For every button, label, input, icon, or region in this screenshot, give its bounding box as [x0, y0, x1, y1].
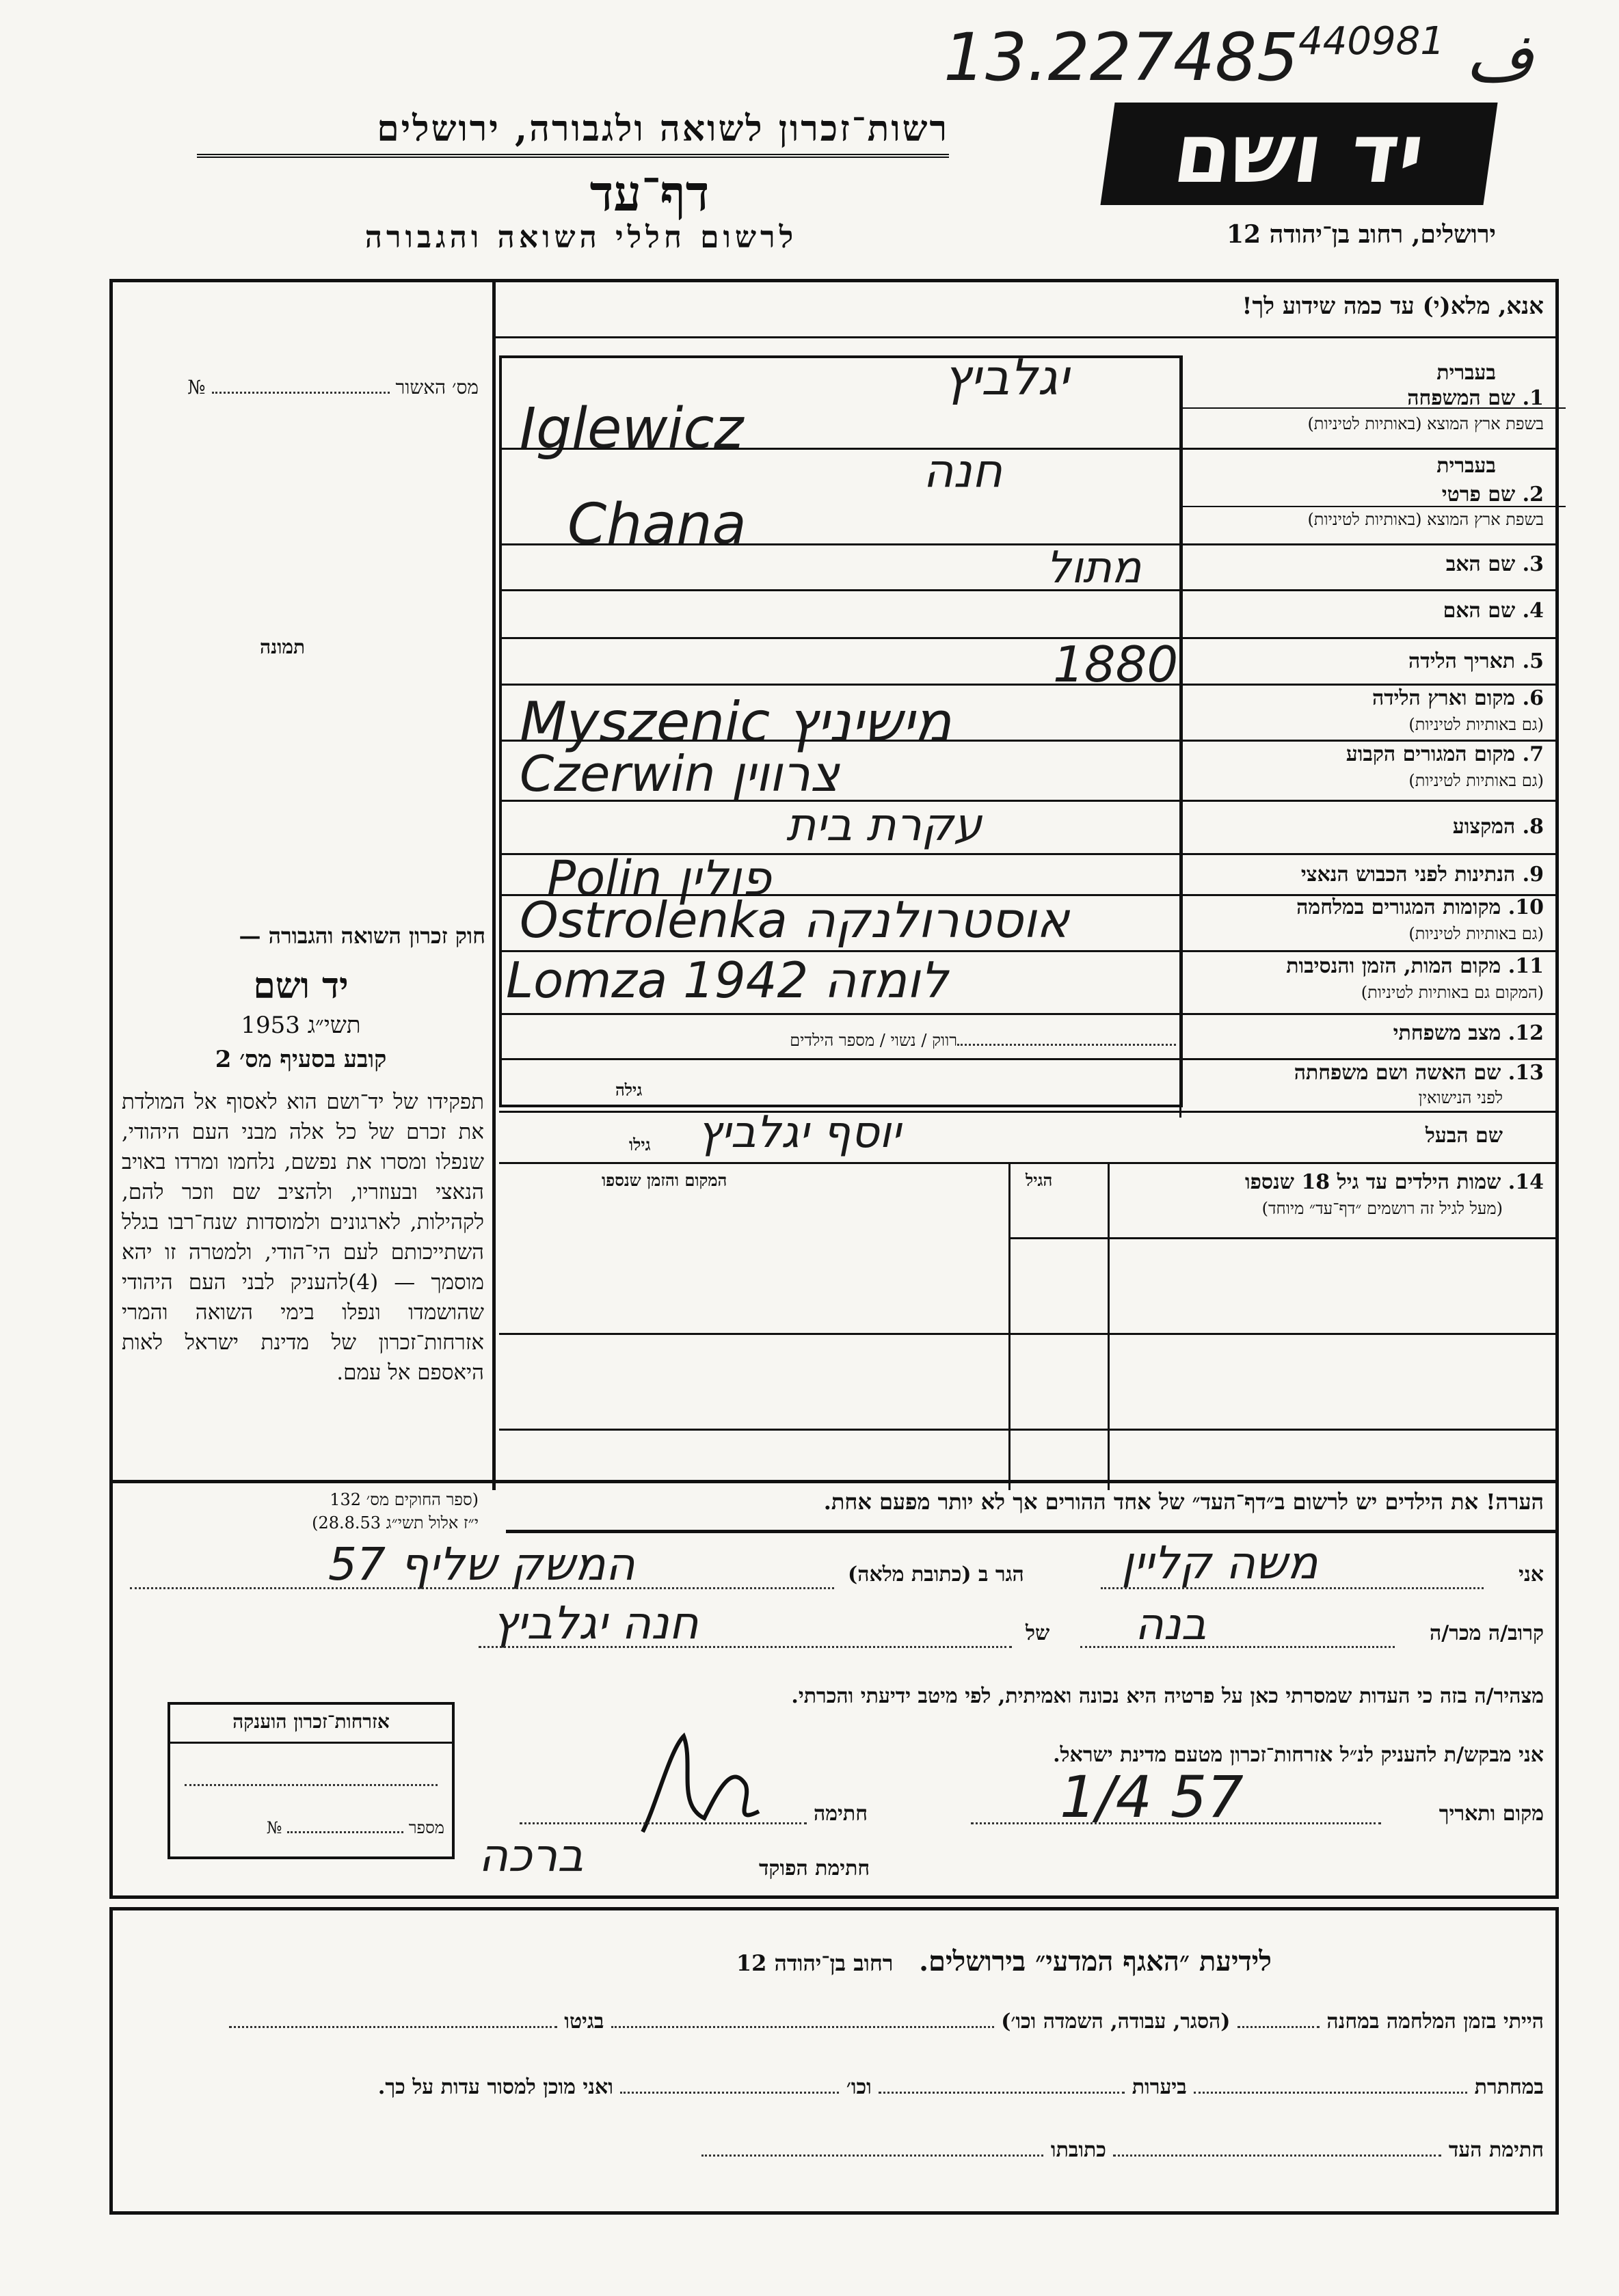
field-4-num: 4. [1522, 599, 1544, 623]
children-header-rule [1008, 1237, 1559, 1239]
footer-line2-ready: ואני מוכן למסור עדות על כך. [377, 2075, 613, 2099]
field-1-text: שם המשפחה [1407, 386, 1516, 410]
declarant-statement-2: אני מבקש/ת להעניק לנ״ל אזרחות־זכרון מטעם מדינת ישראל. [1053, 1743, 1544, 1767]
declarant-relation-line [1080, 1646, 1395, 1648]
field-10-value: Ostrolenka אוסטרולנקה [520, 891, 1069, 949]
logo-text: יד ושם [1168, 106, 1430, 202]
law-title: חוק זכרון השואה והגבורה — [123, 923, 485, 949]
field-2-value-he: חנה [923, 444, 1003, 498]
law-year: תשי״ג 1953 [241, 1012, 361, 1039]
children-row-rule-1 [499, 1333, 1559, 1335]
archive-number-main: 13.ف 227485 [944, 19, 1534, 96]
field-12-rule [499, 1058, 1559, 1060]
footer-line1-camp: הייתי בזמן המלחמה במחנה [1326, 2010, 1544, 2034]
field-11-rule [499, 1013, 1559, 1015]
field-13-num: 13. [1508, 1061, 1544, 1085]
field-4-text: שם האם [1443, 599, 1516, 623]
field-7-num: 7. [1522, 742, 1544, 766]
law-ref-2: י״ז אלול תשי״ג 28.8.53) [312, 1513, 479, 1532]
field-5-text: תאריך הלידה [1408, 649, 1516, 673]
declarant-relation: בנה [1135, 1599, 1207, 1650]
declarant-of-value: חנה יגלביץ [492, 1597, 699, 1649]
place-date-value: 1/4 57 [1060, 1764, 1244, 1831]
field-12-hint-text: רווק / נשוי / מספר הילדים [790, 1031, 957, 1050]
form-subtitle: לרשום חללי השואה והגבורה [364, 220, 798, 255]
archive-number [944, 19, 1534, 96]
field-5-num: 5. [1522, 649, 1544, 673]
notice-divider [492, 336, 1557, 338]
footer-line-1 [142, 2010, 1544, 2034]
field-12-label [1393, 1021, 1544, 1045]
field-5-value: 1880 [1053, 636, 1179, 693]
field-3-value: מתול [1046, 543, 1142, 593]
field-1-rule [499, 448, 1559, 450]
photo-label: תמונה [260, 636, 306, 658]
field-9-label [1301, 863, 1544, 887]
field-1-sub: בשפת ארץ המוצא (באותיות לטיניות) [1307, 414, 1544, 433]
field-8-num: 8. [1522, 815, 1544, 839]
footer-title: לידיעת ״האגף המדעי״ בירושלים. [919, 1945, 1272, 1977]
law-text: תפקידו של יד־ושם הוא לאסוף אל המולדת את זכרם של כל אלה מבני העם היהודי, שנפלו ומסרו את נפשם, נלחמו ומרדו באויב הנאצי ובעוזריו, ולהציב שם וזכר להם, לקהילות, לארגונים ולמוסדות שנח־רבו בגלל השתייכותם לעם הי־הודי, ולמטרה זו יהא מוסמך — (4)להעניק לבני העם היהודי שהושמדו ונפלו בימי השואה והמרי אזרחות־זכרון של מדינת ישראל לאות היאספם אל עמם. [122, 1090, 484, 1385]
field-13-rule [499, 1111, 1559, 1113]
field-7-sub: (גם באותיות לטיניות) [1408, 771, 1544, 790]
footer-line-3 [142, 2138, 1544, 2162]
field-1-mid-rule [1183, 407, 1566, 409]
place-date-line [971, 1822, 1381, 1824]
field-13-age: גילה [615, 1080, 643, 1100]
field-10-label [1296, 895, 1544, 919]
yad-vashem-logo [1100, 103, 1497, 205]
field-2-label [1442, 483, 1544, 507]
field-9-num: 9. [1522, 863, 1544, 887]
field-2-sub: בשפת ארץ המוצא (באותיות לטיניות) [1307, 510, 1544, 529]
field-13-sub: לפני הנישואין [1418, 1088, 1503, 1107]
children-sub: (מעל לגיל זה רושמים ״דף־עד״ מיוחד) [1261, 1199, 1503, 1218]
children-col-age: הגיל [1026, 1170, 1053, 1190]
footer-line-2 [142, 2075, 1544, 2099]
field-1-lang: בעברית [1436, 361, 1496, 385]
field-5-label [1408, 649, 1544, 673]
officer-label: חתימת הפוקד [759, 1856, 870, 1880]
field-11-num: 11. [1508, 954, 1544, 978]
field-3-rule [499, 589, 1559, 591]
footer-line2-etc: וכו׳ [846, 2075, 872, 2099]
citizenship-number [178, 1818, 444, 1838]
field-10-sub: (גם באותיות לטיניות) [1408, 924, 1544, 943]
field-6-sub: (גם באותיות לטיניות) [1408, 715, 1544, 734]
approval-label: מס׳ האשור [395, 376, 479, 399]
children-col-place: המקום והזמן שנספו [602, 1170, 727, 1190]
footer-line1-types: (הסגר, עבודה, השמדה וכו׳) [1001, 2010, 1231, 2034]
declarant-resides-label: הגר ב (כתובת מלאה) [848, 1563, 1024, 1586]
remark-top-rule [109, 1480, 1559, 1483]
field-5-rule [499, 684, 1559, 686]
field-7-text: מקום המגורים הקבוע [1346, 742, 1516, 766]
children-col-divider-1 [1108, 1162, 1110, 1490]
field-2-lang: בעברית [1436, 454, 1496, 478]
field-11-label [1286, 954, 1544, 978]
approval-number-field [137, 376, 479, 399]
field-1-value-lat: Iglewicz [520, 396, 744, 461]
citizenship-title: אזרחות־זכרון הוענקה [232, 1710, 390, 1733]
field-1-label [1407, 386, 1544, 410]
field-8-value: עקרת בית [786, 798, 982, 851]
law-section: קובע בסעיף מס׳ 2 [215, 1046, 387, 1073]
field-4-label [1443, 599, 1544, 623]
officer-value: ברכה [479, 1829, 584, 1882]
declarant-name: משה קליין [1121, 1537, 1318, 1589]
footer-line3-witness-address: כתובתו [1050, 2138, 1106, 2162]
field-4-rule [499, 637, 1559, 639]
declarant-of-label: של [1026, 1621, 1050, 1645]
declarant-relation-label: קרוב/ה מכר/ה [1430, 1621, 1544, 1645]
children-label [1245, 1170, 1544, 1194]
husband-value: יוסף יגלביץ [697, 1107, 901, 1158]
field-12-hint [506, 1031, 1176, 1051]
children-row-rule-2 [499, 1429, 1559, 1431]
field-3-text: שם האב [1445, 552, 1516, 576]
address-line: ירושלים, רחוב בן־יהודה 12 [1226, 220, 1496, 249]
field-2-mid-rule [1183, 506, 1566, 507]
husband-age: גילו [629, 1135, 651, 1154]
field-9-text: הנתינות לפני הכבוש הנאצי [1300, 863, 1516, 887]
citizenship-title-rule [168, 1742, 455, 1744]
signature-line [520, 1822, 807, 1824]
husband-rule [499, 1162, 1559, 1164]
field-2-num: 2. [1522, 483, 1544, 507]
footer-heading [383, 1945, 1272, 1977]
declarant-statement-1: מצהיר/ה בזה כי העדות שמסרתי כאן על פרטיה היא נכונה ואמיתית, לפי מיטב ידיעתי והכרתי. [791, 1684, 1544, 1708]
field-1-num: 1. [1522, 386, 1544, 410]
declarant-i-label: אני [1518, 1563, 1544, 1586]
field-13-label [1294, 1061, 1544, 1085]
field-2-text: שם פרטי [1441, 483, 1516, 507]
declarant-address: המשק שליף 57 [328, 1538, 635, 1591]
field-11-sub: (המקום גם באותיות לטיניות) [1361, 983, 1544, 1002]
remark-bottom-rule [506, 1530, 1559, 1533]
signature-mark [629, 1723, 766, 1848]
field-2-value-lat: Chana [567, 492, 747, 557]
citizenship-no-mark: № [266, 1818, 282, 1837]
signature-scribble [629, 1723, 766, 1846]
authority-line: רשות־זכרון לשואה ולגבורה, ירושלים [197, 108, 949, 158]
declarant-of-line [479, 1646, 1012, 1648]
footer-line2-forests: ביערות [1132, 2075, 1187, 2099]
field-6-value: Myszenic מישיניץ [520, 690, 952, 754]
field-10-text: מקומות המגורים במלחמה [1296, 895, 1501, 919]
field-13-text: שם האשה ושם משפחתה [1294, 1061, 1501, 1085]
footer-line3-witness-signature: חתימת העד [1448, 2138, 1544, 2162]
field-6-num: 6. [1522, 686, 1544, 710]
law-ref-1: (ספר החוקים מס׳ 132 [330, 1490, 479, 1509]
field-11-value: Lomza 1942 לומזה [506, 951, 948, 1009]
field-7-label [1346, 742, 1544, 766]
field-6-rule [499, 740, 1559, 742]
children-col-divider-2 [1008, 1162, 1011, 1490]
children-text: שמות הילדים עד גיל 18 שנספו [1244, 1170, 1501, 1194]
field-6-label [1372, 686, 1544, 710]
field-1-value-he: יגלביץ [944, 349, 1069, 406]
field-12-num: 12. [1508, 1021, 1544, 1045]
husband-label: שם הבעל [1425, 1124, 1503, 1148]
field-11-text: מקום המות, הזמן והנסיבות [1286, 954, 1501, 978]
citizenship-line-1 [185, 1784, 438, 1786]
declarant-address-line [130, 1587, 834, 1589]
field-2-rule [499, 543, 1559, 545]
remark-text: הערה! את הילדים יש לרשום ב״דף־העד״ של אחד ההורים אך לא יותר מפעם אחת. [823, 1489, 1544, 1515]
signature-label: חתימה [814, 1802, 868, 1826]
notice-text: אנא, מלא(י) עד כמה שידוע לך! [1242, 293, 1544, 320]
footer-line1-ghetto: בגיטו [564, 2010, 604, 2034]
form-title: דף־עד [589, 164, 710, 222]
field-9-value: Polin פולין [547, 850, 771, 906]
citizenship-number-label: מספר [408, 1818, 444, 1837]
footer-line2-underground: במחתרת [1474, 2075, 1544, 2099]
approval-no-mark: № [187, 376, 206, 399]
law-name: יד ושם [253, 965, 349, 1007]
field-8-text: המקצוע [1452, 815, 1516, 839]
footer-address: רחוב בן־יהודה 12 [736, 1950, 894, 1976]
field-6-text: מקום וארץ הלידה [1372, 686, 1516, 710]
archive-number-suffix: 440981 [1298, 19, 1445, 64]
declarant-name-line [1101, 1587, 1484, 1589]
field-3-label [1446, 552, 1544, 576]
field-8-label [1453, 815, 1544, 839]
field-12-text: מצב משפחתי [1393, 1021, 1501, 1045]
field-7-value: Czerwin צרווין [520, 745, 840, 802]
left-column-divider [492, 280, 496, 1490]
place-date-label: מקום ותאריך [1439, 1802, 1544, 1826]
field-7-rule [499, 800, 1559, 802]
children-num: 14. [1508, 1170, 1544, 1194]
field-3-num: 3. [1522, 552, 1544, 576]
field-10-num: 10. [1508, 895, 1544, 919]
